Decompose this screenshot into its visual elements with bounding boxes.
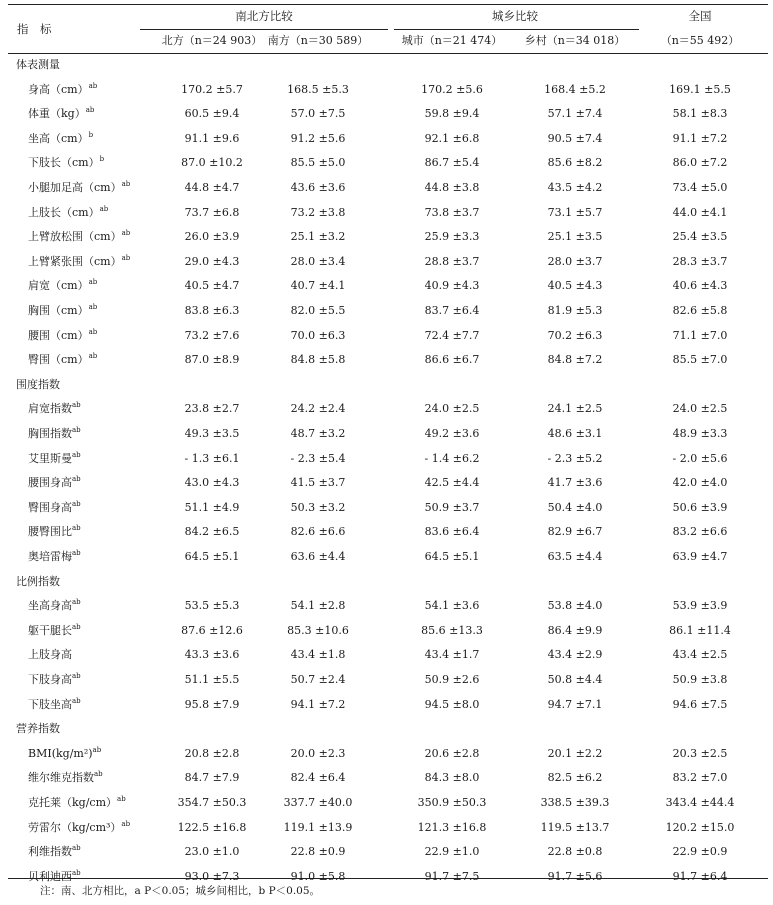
table-cell: 25.1 ±3.5 [547, 230, 603, 243]
table-cell: 91.7 ±6.4 [672, 870, 728, 883]
table-cell: 91.7 ±5.6 [547, 870, 603, 883]
table-cell: 82.9 ±6.7 [547, 525, 603, 538]
table-cell: 70.2 ±6.3 [547, 329, 603, 342]
table-cell: 84.3 ±8.0 [424, 771, 480, 784]
table-cell: 40.9 ±4.3 [424, 279, 480, 292]
table-cell: 24.2 ±2.4 [290, 402, 346, 415]
row-label [28, 402, 81, 416]
table-cell: 43.4 ±1.7 [424, 648, 480, 661]
row-label [28, 599, 81, 613]
significance-mark: ab [88, 303, 98, 311]
row-label-text: 腰围（cm） [28, 329, 89, 342]
bottom-rule [8, 878, 768, 879]
table-cell: 92.1 ±6.8 [424, 132, 480, 145]
row-label-text: 上臂紧张围（cm） [28, 255, 122, 268]
table-cell: 70.0 ±6.3 [290, 329, 346, 342]
table-cell: 94.5 ±8.0 [424, 698, 480, 711]
table-cell: 71.1 ±7.0 [672, 329, 728, 342]
table-cell: 83.7 ±6.4 [424, 304, 480, 317]
row-label-text: 坐高（cm） [28, 132, 89, 145]
table-cell: 43.0 ±4.3 [184, 476, 240, 489]
row-label-text: 克托莱（kg/cm） [28, 796, 118, 809]
row-label-text: 贝利迪西 [28, 870, 72, 883]
row-label [28, 624, 81, 638]
table-cell: 354.7 ±50.3 [177, 796, 247, 809]
row-label-text: 下肢身高 [28, 673, 72, 686]
table-cell: 82.0 ±5.5 [290, 304, 346, 317]
row-label-text: 艾里斯曼 [28, 452, 72, 465]
row-label-text: 肩宽指数 [28, 402, 72, 415]
significance-mark: ab [72, 475, 81, 483]
row-label [28, 132, 93, 146]
table-cell: 86.6 ±6.7 [424, 353, 480, 366]
table-cell: 25.4 ±3.5 [672, 230, 728, 243]
header-urban: 城市（n＝21 474） [401, 34, 503, 47]
table-cell: 22.9 ±0.9 [672, 845, 728, 858]
row-label-text: BMI(kg/m²) [28, 747, 93, 760]
significance-mark: ab [121, 180, 131, 188]
row-label [28, 870, 81, 884]
significance-mark: ab [72, 598, 81, 606]
row-label [28, 845, 81, 859]
row-label-text: 臀围身高 [28, 501, 72, 514]
table-cell: 73.7 ±6.8 [184, 206, 240, 219]
significance-mark: ab [88, 352, 98, 360]
table-cell: 85.6 ±8.2 [547, 156, 603, 169]
row-label [28, 353, 97, 367]
row-label [28, 550, 81, 564]
table-cell: 337.7 ±40.0 [283, 796, 353, 809]
table-cell: - 1.4 ±6.2 [424, 452, 480, 465]
group-rule-urban-rural [394, 29, 639, 30]
table-cell: 54.1 ±3.6 [424, 599, 480, 612]
table-cell: 40.6 ±4.3 [672, 279, 728, 292]
section-title: 营养指数 [16, 722, 60, 735]
table-cell: 60.5 ±9.4 [184, 107, 240, 120]
row-label [28, 501, 81, 515]
row-label-text: 利维指数 [28, 845, 72, 858]
table-cell: 119.5 ±13.7 [540, 821, 610, 834]
table-cell: 81.9 ±5.3 [547, 304, 603, 317]
table-cell: - 2.3 ±5.2 [547, 452, 603, 465]
significance-mark: ab [121, 820, 131, 828]
row-label [28, 796, 126, 810]
table-cell: 84.8 ±5.8 [290, 353, 346, 366]
significance-mark: ab [72, 623, 81, 631]
table-cell: 91.1 ±9.6 [184, 132, 240, 145]
row-label-text: 躯干腿长 [28, 624, 72, 637]
row-label-text: 腰围身高 [28, 476, 72, 489]
table-cell: 91.1 ±7.2 [672, 132, 728, 145]
table-cell: 22.8 ±0.9 [290, 845, 346, 858]
table-cell: 83.8 ±6.3 [184, 304, 240, 317]
table-cell: 64.5 ±5.1 [184, 550, 240, 563]
table-cell: 63.5 ±4.4 [547, 550, 603, 563]
table-cell: 28.3 ±3.7 [672, 255, 728, 268]
row-label-text: 奥培雷梅 [28, 550, 72, 563]
table-cell: 48.6 ±3.1 [547, 427, 603, 440]
row-label-text: 腰臀围比 [28, 525, 72, 538]
row-label-text: 上臂放松围（cm） [28, 230, 122, 243]
significance-mark: ab [72, 426, 81, 434]
significance-mark: ab [88, 328, 98, 336]
table-cell: 22.8 ±0.8 [547, 845, 603, 858]
table-cell: 50.9 ±2.6 [424, 673, 480, 686]
significance-mark: ab [94, 770, 103, 778]
row-label [28, 279, 97, 293]
table-cell: 23.0 ±1.0 [184, 845, 240, 858]
table-cell: 44.0 ±4.1 [672, 206, 728, 219]
header-group-north-south: 南北方比较 [235, 9, 293, 23]
table-cell: 29.0 ±4.3 [184, 255, 240, 268]
table-cell: 84.7 ±7.9 [184, 771, 240, 784]
table-cell: 20.8 ±2.8 [184, 747, 240, 760]
header-bottom-rule [8, 53, 768, 54]
table-cell: - 2.0 ±5.6 [672, 452, 728, 465]
table-cell: 73.1 ±5.7 [547, 206, 603, 219]
table-cell: 170.2 ±5.6 [421, 83, 483, 96]
table-cell: 53.8 ±4.0 [547, 599, 603, 612]
table-cell: 350.9 ±50.3 [417, 796, 487, 809]
table-cell: 87.6 ±12.6 [181, 624, 243, 637]
table-cell: 168.5 ±5.3 [287, 83, 349, 96]
row-label [28, 648, 72, 662]
table-cell: 94.6 ±7.5 [672, 698, 728, 711]
row-label-text: 上肢身高 [28, 648, 72, 661]
table-cell: 82.5 ±6.2 [547, 771, 603, 784]
table-cell: 57.0 ±7.5 [290, 107, 346, 120]
table-cell: 50.3 ±3.2 [290, 501, 346, 514]
row-label-text: 劳雷尔（kg/cm³） [28, 821, 122, 834]
section-title: 比例指数 [16, 575, 60, 588]
table-cell: 43.4 ±1.8 [290, 648, 346, 661]
row-label [28, 156, 104, 170]
table-cell: 24.1 ±2.5 [547, 402, 603, 415]
table-cell: 82.6 ±5.8 [672, 304, 728, 317]
table-cell: 23.8 ±2.7 [184, 402, 240, 415]
table-cell: 51.1 ±5.5 [184, 673, 240, 686]
table-cell: 82.6 ±6.6 [290, 525, 346, 538]
significance-mark: ab [88, 278, 98, 286]
table-cell: 50.8 ±4.4 [547, 673, 603, 686]
table-cell: 87.0 ±8.9 [184, 353, 240, 366]
significance-mark: ab [72, 672, 81, 680]
table-cell: 25.1 ±3.2 [290, 230, 346, 243]
header-south: 南方（n＝30 589） [267, 34, 369, 47]
row-label-text: 肩宽（cm） [28, 279, 89, 292]
table-cell: 42.5 ±4.4 [424, 476, 480, 489]
row-label [28, 771, 103, 785]
table-cell: 170.2 ±5.7 [181, 83, 243, 96]
row-label [28, 427, 81, 441]
header-group-urban-rural: 城乡比较 [492, 9, 538, 23]
significance-mark: ab [72, 844, 81, 852]
table-cell: 41.7 ±3.6 [547, 476, 603, 489]
table-cell: 95.8 ±7.9 [184, 698, 240, 711]
top-rule [8, 4, 768, 5]
row-label [28, 83, 97, 97]
significance-mark: ab [72, 697, 81, 705]
table-cell: 48.7 ±3.2 [290, 427, 346, 440]
header-north: 北方（n＝24 903） [161, 34, 263, 47]
table-cell: 94.7 ±7.1 [547, 698, 603, 711]
table-cell: 119.1 ±13.9 [283, 821, 353, 834]
table-cell: 42.0 ±4.0 [672, 476, 728, 489]
table-cell: 20.1 ±2.2 [547, 747, 603, 760]
table-cell: 20.6 ±2.8 [424, 747, 480, 760]
table-cell: 43.5 ±4.2 [547, 181, 603, 194]
row-label [28, 525, 81, 539]
significance-mark: ab [72, 401, 81, 409]
table-cell: 83.2 ±7.0 [672, 771, 728, 784]
significance-mark: ab [121, 229, 131, 237]
table-cell: 43.6 ±3.6 [290, 181, 346, 194]
table-cell: 28.0 ±3.7 [547, 255, 603, 268]
row-label-text: 上肢长（cm） [28, 206, 100, 219]
header-rural: 乡村（n＝34 018） [524, 34, 626, 47]
section-title: 体表测量 [16, 58, 60, 71]
header-nation-n: （n＝55 492） [660, 34, 740, 47]
row-label [28, 329, 97, 343]
table-cell: 28.0 ±3.4 [290, 255, 346, 268]
significance-mark: ab [88, 82, 98, 90]
significance-mark: ab [117, 795, 126, 803]
table-cell: 169.1 ±5.5 [669, 83, 731, 96]
table-cell: 120.2 ±15.0 [665, 821, 735, 834]
row-label-text: 坐高身高 [28, 599, 72, 612]
row-label [28, 181, 130, 195]
table-cell: 40.5 ±4.3 [547, 279, 603, 292]
table-cell: 41.5 ±3.7 [290, 476, 346, 489]
table-cell: 121.3 ±16.8 [417, 821, 487, 834]
table-cell: 86.4 ±9.9 [547, 624, 603, 637]
significance-mark: ab [72, 549, 81, 557]
table-cell: 43.3 ±3.6 [184, 648, 240, 661]
table-cell: 53.9 ±3.9 [672, 599, 728, 612]
table-cell: 87.0 ±10.2 [181, 156, 243, 169]
table-cell: - 1.3 ±6.1 [184, 452, 240, 465]
row-label [28, 230, 130, 244]
row-label [28, 821, 130, 835]
row-label [28, 304, 97, 318]
table-cell: 168.4 ±5.2 [544, 83, 606, 96]
table-cell: 54.1 ±2.8 [290, 599, 346, 612]
table-cell: 72.4 ±7.7 [424, 329, 480, 342]
row-label [28, 107, 94, 121]
row-label-text: 胸围指数 [28, 427, 72, 440]
table-cell: 58.1 ±8.3 [672, 107, 728, 120]
table-cell: 24.0 ±2.5 [424, 402, 480, 415]
significance-mark: ab [121, 254, 131, 262]
row-label-text: 下肢长（cm） [28, 156, 100, 169]
table-cell: 50.9 ±3.7 [424, 501, 480, 514]
row-label-text: 身高（cm） [28, 83, 89, 96]
table-cell: 86.7 ±5.4 [424, 156, 480, 169]
table-cell: 44.8 ±3.8 [424, 181, 480, 194]
row-label [28, 747, 101, 761]
table-cell: 49.2 ±3.6 [424, 427, 480, 440]
significance-mark: ab [72, 524, 81, 532]
section-title: 围度指数 [16, 378, 60, 391]
table-cell: 43.4 ±2.5 [672, 648, 728, 661]
row-label-text: 臀围（cm） [28, 353, 89, 366]
row-label [28, 452, 81, 466]
table-cell: - 2.3 ±5.4 [290, 452, 346, 465]
table-cell: 50.6 ±3.9 [672, 501, 728, 514]
header-indicator: 指 标 [17, 22, 52, 36]
table-cell: 338.5 ±39.3 [540, 796, 610, 809]
table-cell: 343.4 ±44.4 [665, 796, 735, 809]
table-cell: 57.1 ±7.4 [547, 107, 603, 120]
row-label-text: 胸围（cm） [28, 304, 89, 317]
table-cell: 63.9 ±4.7 [672, 550, 728, 563]
table-cell: 91.2 ±5.6 [290, 132, 346, 145]
significance-mark: ab [72, 500, 81, 508]
table-cell: 73.2 ±7.6 [184, 329, 240, 342]
table-cell: 91.7 ±7.5 [424, 870, 480, 883]
row-label [28, 255, 130, 269]
table-cell: 43.4 ±2.9 [547, 648, 603, 661]
row-label [28, 673, 81, 687]
table-cell: 84.8 ±7.2 [547, 353, 603, 366]
table-cell: 93.0 ±7.3 [184, 870, 240, 883]
table-cell: 83.2 ±6.6 [672, 525, 728, 538]
table-cell: 59.8 ±9.4 [424, 107, 480, 120]
table-cell: 51.1 ±4.9 [184, 501, 240, 514]
table-cell: 73.2 ±3.8 [290, 206, 346, 219]
table-cell: 22.9 ±1.0 [424, 845, 480, 858]
table-cell: 24.0 ±2.5 [672, 402, 728, 415]
table-cell: 28.8 ±3.7 [424, 255, 480, 268]
table-cell: 85.6 ±13.3 [421, 624, 483, 637]
table-cell: 50.9 ±3.8 [672, 673, 728, 686]
significance-mark: ab [92, 746, 102, 754]
table-cell: 25.9 ±3.3 [424, 230, 480, 243]
table-cell: 44.8 ±4.7 [184, 181, 240, 194]
table-cell: 84.2 ±6.5 [184, 525, 240, 538]
significance-mark: ab [72, 451, 81, 459]
row-label [28, 476, 81, 490]
table-cell: 40.7 ±4.1 [290, 279, 346, 292]
table-cell: 85.5 ±7.0 [672, 353, 728, 366]
significance-mark: b [99, 155, 105, 163]
table-cell: 82.4 ±6.4 [290, 771, 346, 784]
row-label-text: 小腿加足高（cm） [28, 181, 122, 194]
table-cell: 73.4 ±5.0 [672, 181, 728, 194]
row-label-text: 维尔维克指数 [28, 771, 94, 784]
table-cell: 26.0 ±3.9 [184, 230, 240, 243]
table-cell: 94.1 ±7.2 [290, 698, 346, 711]
table-cell: 50.7 ±2.4 [290, 673, 346, 686]
table-cell: 20.3 ±2.5 [672, 747, 728, 760]
significance-mark: ab [99, 205, 109, 213]
table-cell: 86.1 ±11.4 [669, 624, 731, 637]
group-rule-north-south [140, 29, 388, 30]
table-cell: 53.5 ±5.3 [184, 599, 240, 612]
table-cell: 64.5 ±5.1 [424, 550, 480, 563]
row-label-text: 下肢坐高 [28, 698, 72, 711]
table-cell: 20.0 ±2.3 [290, 747, 346, 760]
row-label [28, 698, 81, 712]
footnote: 注：南、北方相比，a P＜0.05；城乡间相比，b P＜0.05。 [40, 885, 321, 897]
table-cell: 85.3 ±10.6 [287, 624, 349, 637]
table-cell: 122.5 ±16.8 [177, 821, 247, 834]
table-cell: 83.6 ±6.4 [424, 525, 480, 538]
table-cell: 86.0 ±7.2 [672, 156, 728, 169]
table-cell: 49.3 ±3.5 [184, 427, 240, 440]
table-cell: 63.6 ±4.4 [290, 550, 346, 563]
table-cell: 91.0 ±5.8 [290, 870, 346, 883]
table-cell: 73.8 ±3.7 [424, 206, 480, 219]
table-cell: 90.5 ±7.4 [547, 132, 603, 145]
significance-mark: ab [72, 869, 81, 877]
significance-mark: ab [85, 106, 95, 114]
table-cell: 40.5 ±4.7 [184, 279, 240, 292]
row-label-text: 体重（kg） [28, 107, 86, 120]
table-cell: 50.4 ±4.0 [547, 501, 603, 514]
significance-mark: b [88, 131, 94, 139]
header-nation: 全国 [688, 9, 712, 23]
row-label [28, 206, 108, 220]
table-cell: 48.9 ±3.3 [672, 427, 728, 440]
table-cell: 85.5 ±5.0 [290, 156, 346, 169]
